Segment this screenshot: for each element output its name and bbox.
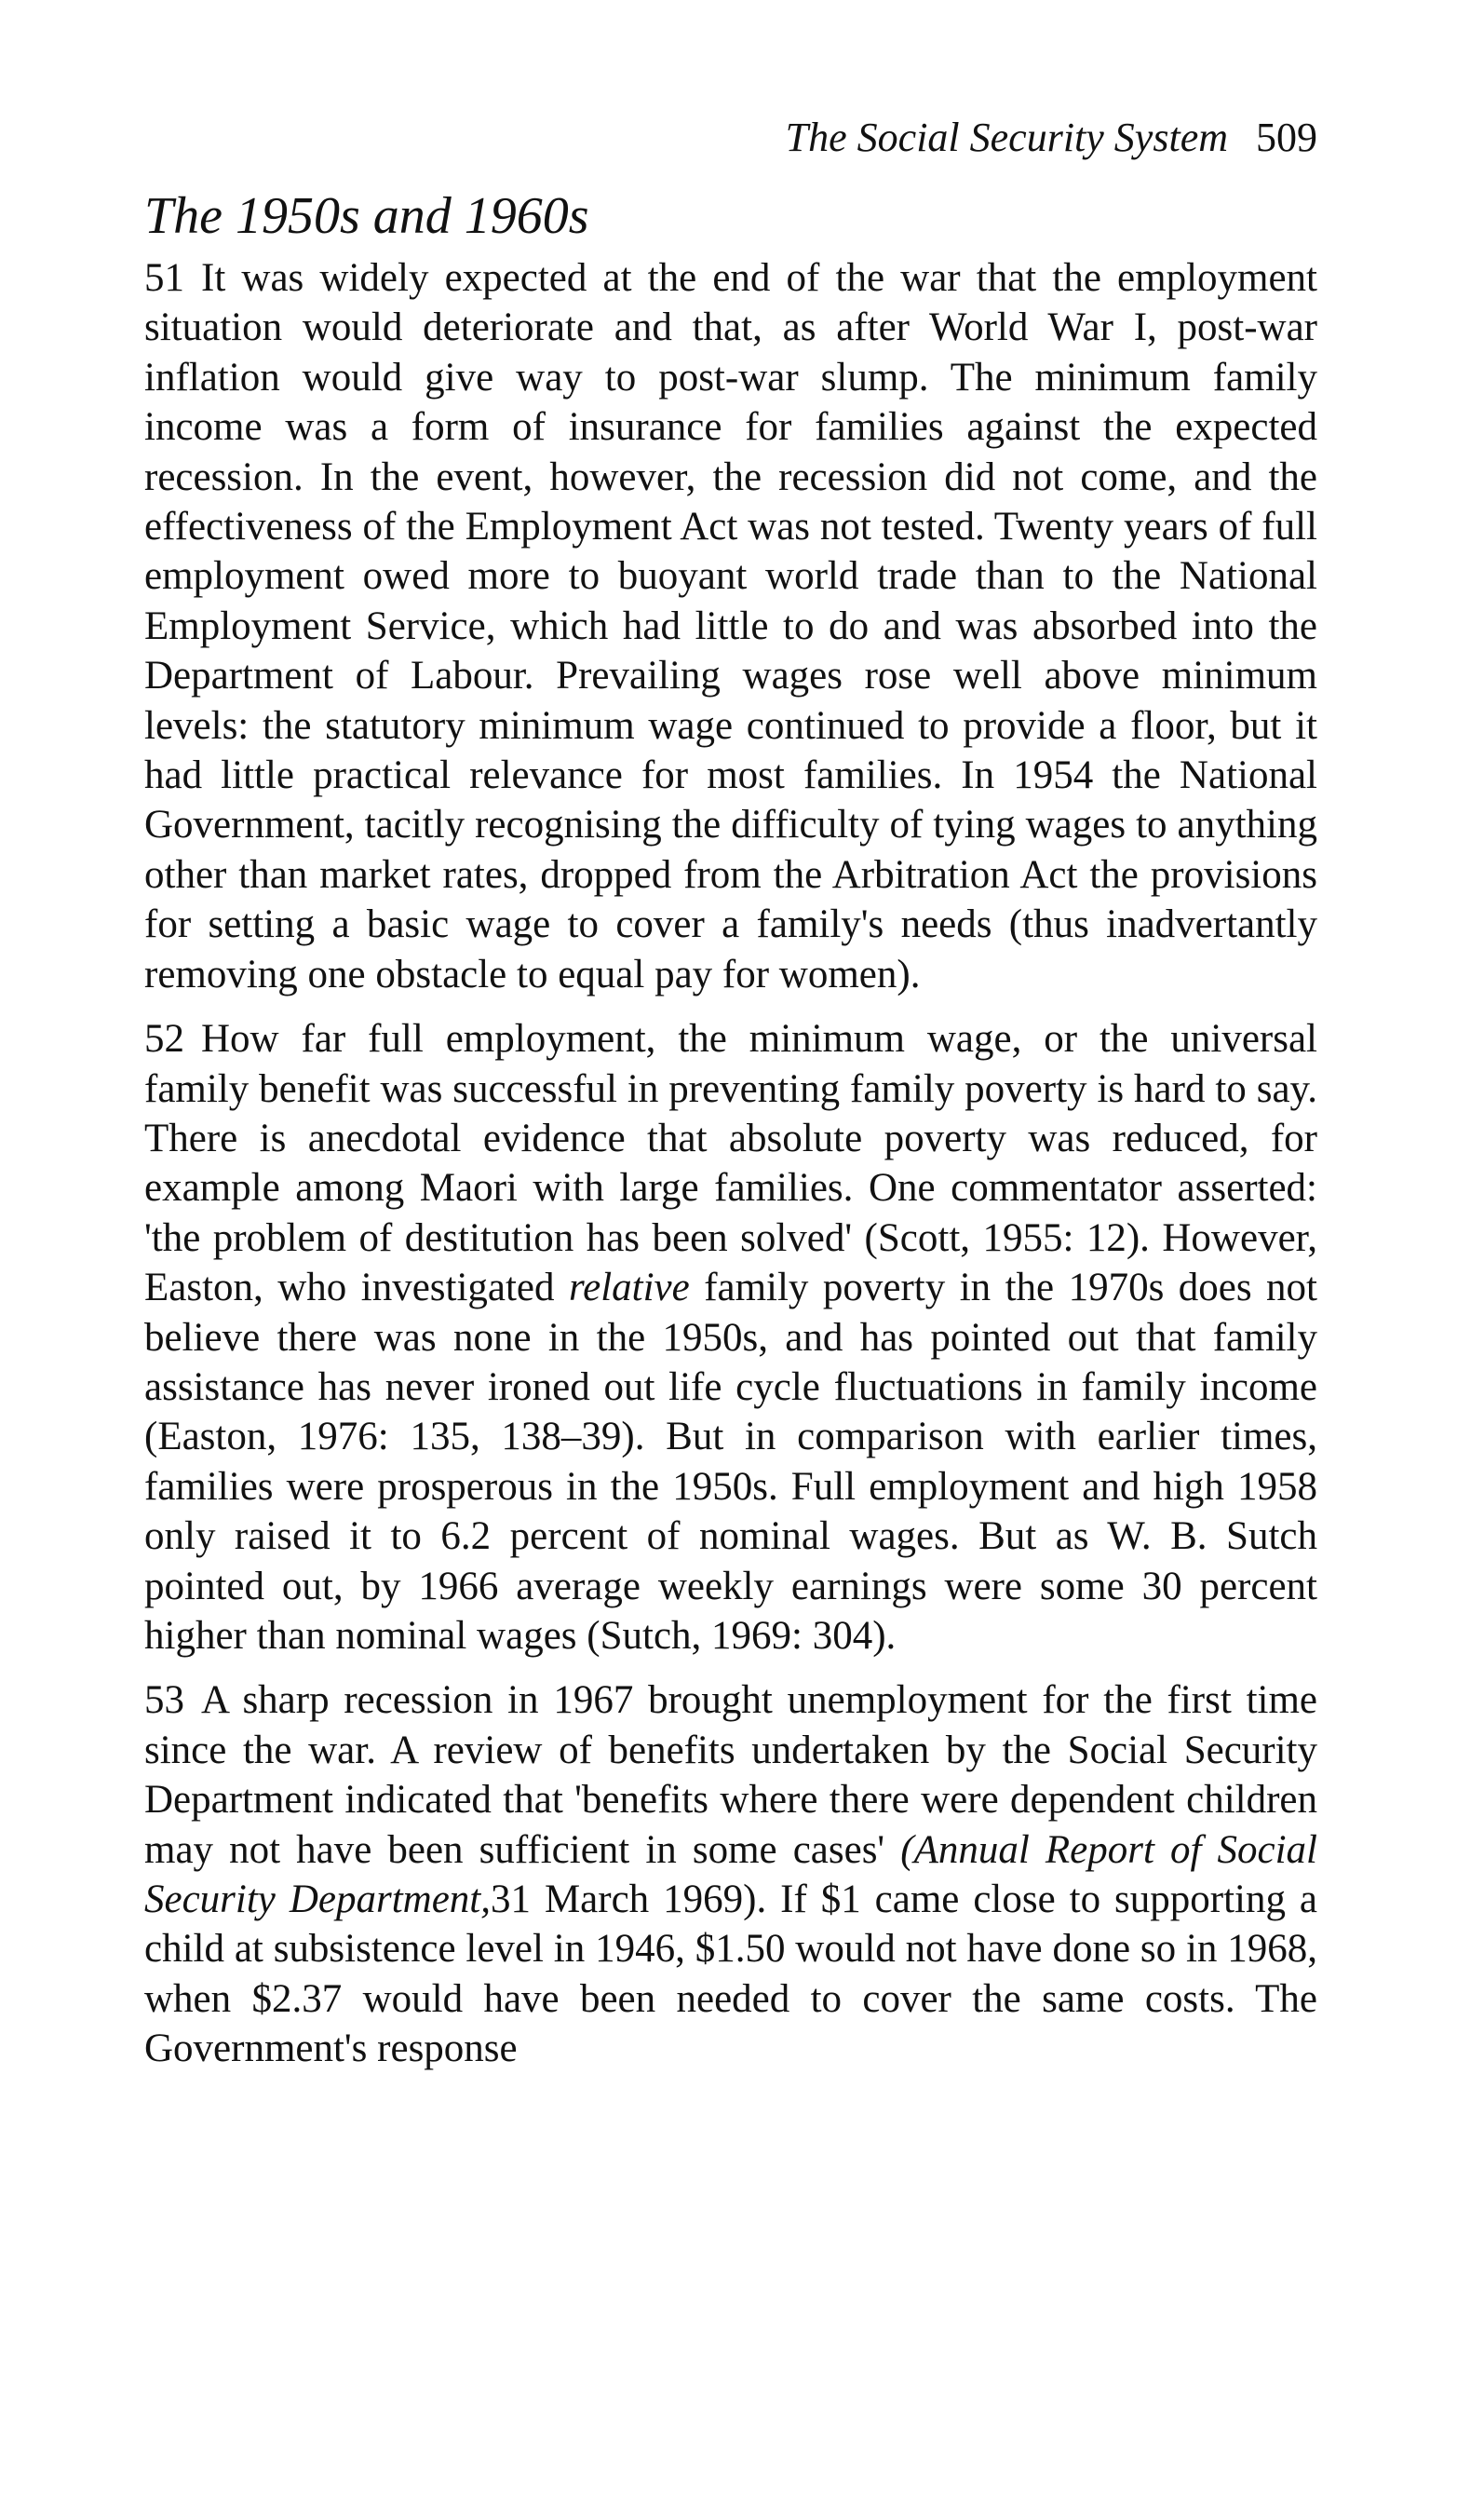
paragraph-number: 53 bbox=[144, 1678, 184, 1723]
paragraph-text: family poverty in the 1970s does not believe there was none in the 1950s, and has pointed out that family assistance has never ironed out life cycle fluctuations in family income (Easton, 1976: 135, 138–39). But in comparison with earlier times, families were prosperous in the 1950s. Full employment and high 1958 only raised it to 6.2 percent of nominal wages. But as W. B. Sutch pointed out, by 1966 average weekly earnings were some 30 percent higher than nominal wages (Sutch, 1969: 304). bbox=[144, 1266, 1317, 1658]
paragraph-text: A sharp recession in 1967 brought unemployment for the first time since the war. A review of benefits undertaken by the Social Security Department indicated that 'benefits where there were dependent children may not have been sufficient in some cases' bbox=[144, 1678, 1317, 1872]
paragraph-52 bbox=[144, 1014, 1317, 1661]
paragraph-53 bbox=[144, 1675, 1317, 2073]
running-header bbox=[144, 112, 1317, 164]
paragraph-number: 51 bbox=[144, 256, 184, 300]
section-heading: The 1950s and 1960s bbox=[144, 187, 589, 245]
page-number: 509 bbox=[1256, 115, 1317, 160]
paragraph-number: 52 bbox=[144, 1017, 184, 1062]
paragraph-51 bbox=[144, 253, 1317, 999]
paragraph-italic-text: relative bbox=[568, 1266, 690, 1310]
paragraph-italic-text: (Annual Report of Social Security Department, bbox=[144, 1827, 1317, 1921]
paragraph-text: How far full employment, the minimum wage, or the universal family benefit was successful in preventing family poverty is hard to say. There is anecdotal evidence that absolute poverty was reduced, for example among Maori with large families. One commentator asserted: 'the problem of destitution has been solved' (Scott, 1955: 12). However, Easton, who investigated bbox=[144, 1017, 1317, 1310]
running-title: The Social Security System bbox=[785, 115, 1228, 160]
paragraph-text: 31 March 1969). If $1 came close to supporting a child at subsistence level in 1946, $1.50 would not have done so in 1968, when $2.37 would have been needed to cover the same costs. The Government's response bbox=[144, 1878, 1318, 2071]
paragraph-text: It was widely expected at the end of the war that the employment situation would deteriorate and that, as after World War I, post-war inflation would give way to post-war slump. The minimum family income was a form of insurance for families against the expected recession. In the event, however, the recession did not come, and the effectiveness of the Employment Act was not tested. Twenty years of full employment owed more to buoyant world trade than to the National Employment Service, which had little to do and was absorbed into the Department of Labour. Prevailing wages rose well above minimum levels: the statutory minimum wage continued to provide a floor, but it had little practical relevance for most families. In 1954 the National Government, tacitly recognising the difficulty of tying wages to anything other than market rates, dropped from the Arbitration Act the provisions for setting a basic wage to cover a family's needs (thus inadvertantly removing one obstacle to equal pay for women). bbox=[144, 256, 1317, 996]
book-page bbox=[144, 112, 1317, 2089]
